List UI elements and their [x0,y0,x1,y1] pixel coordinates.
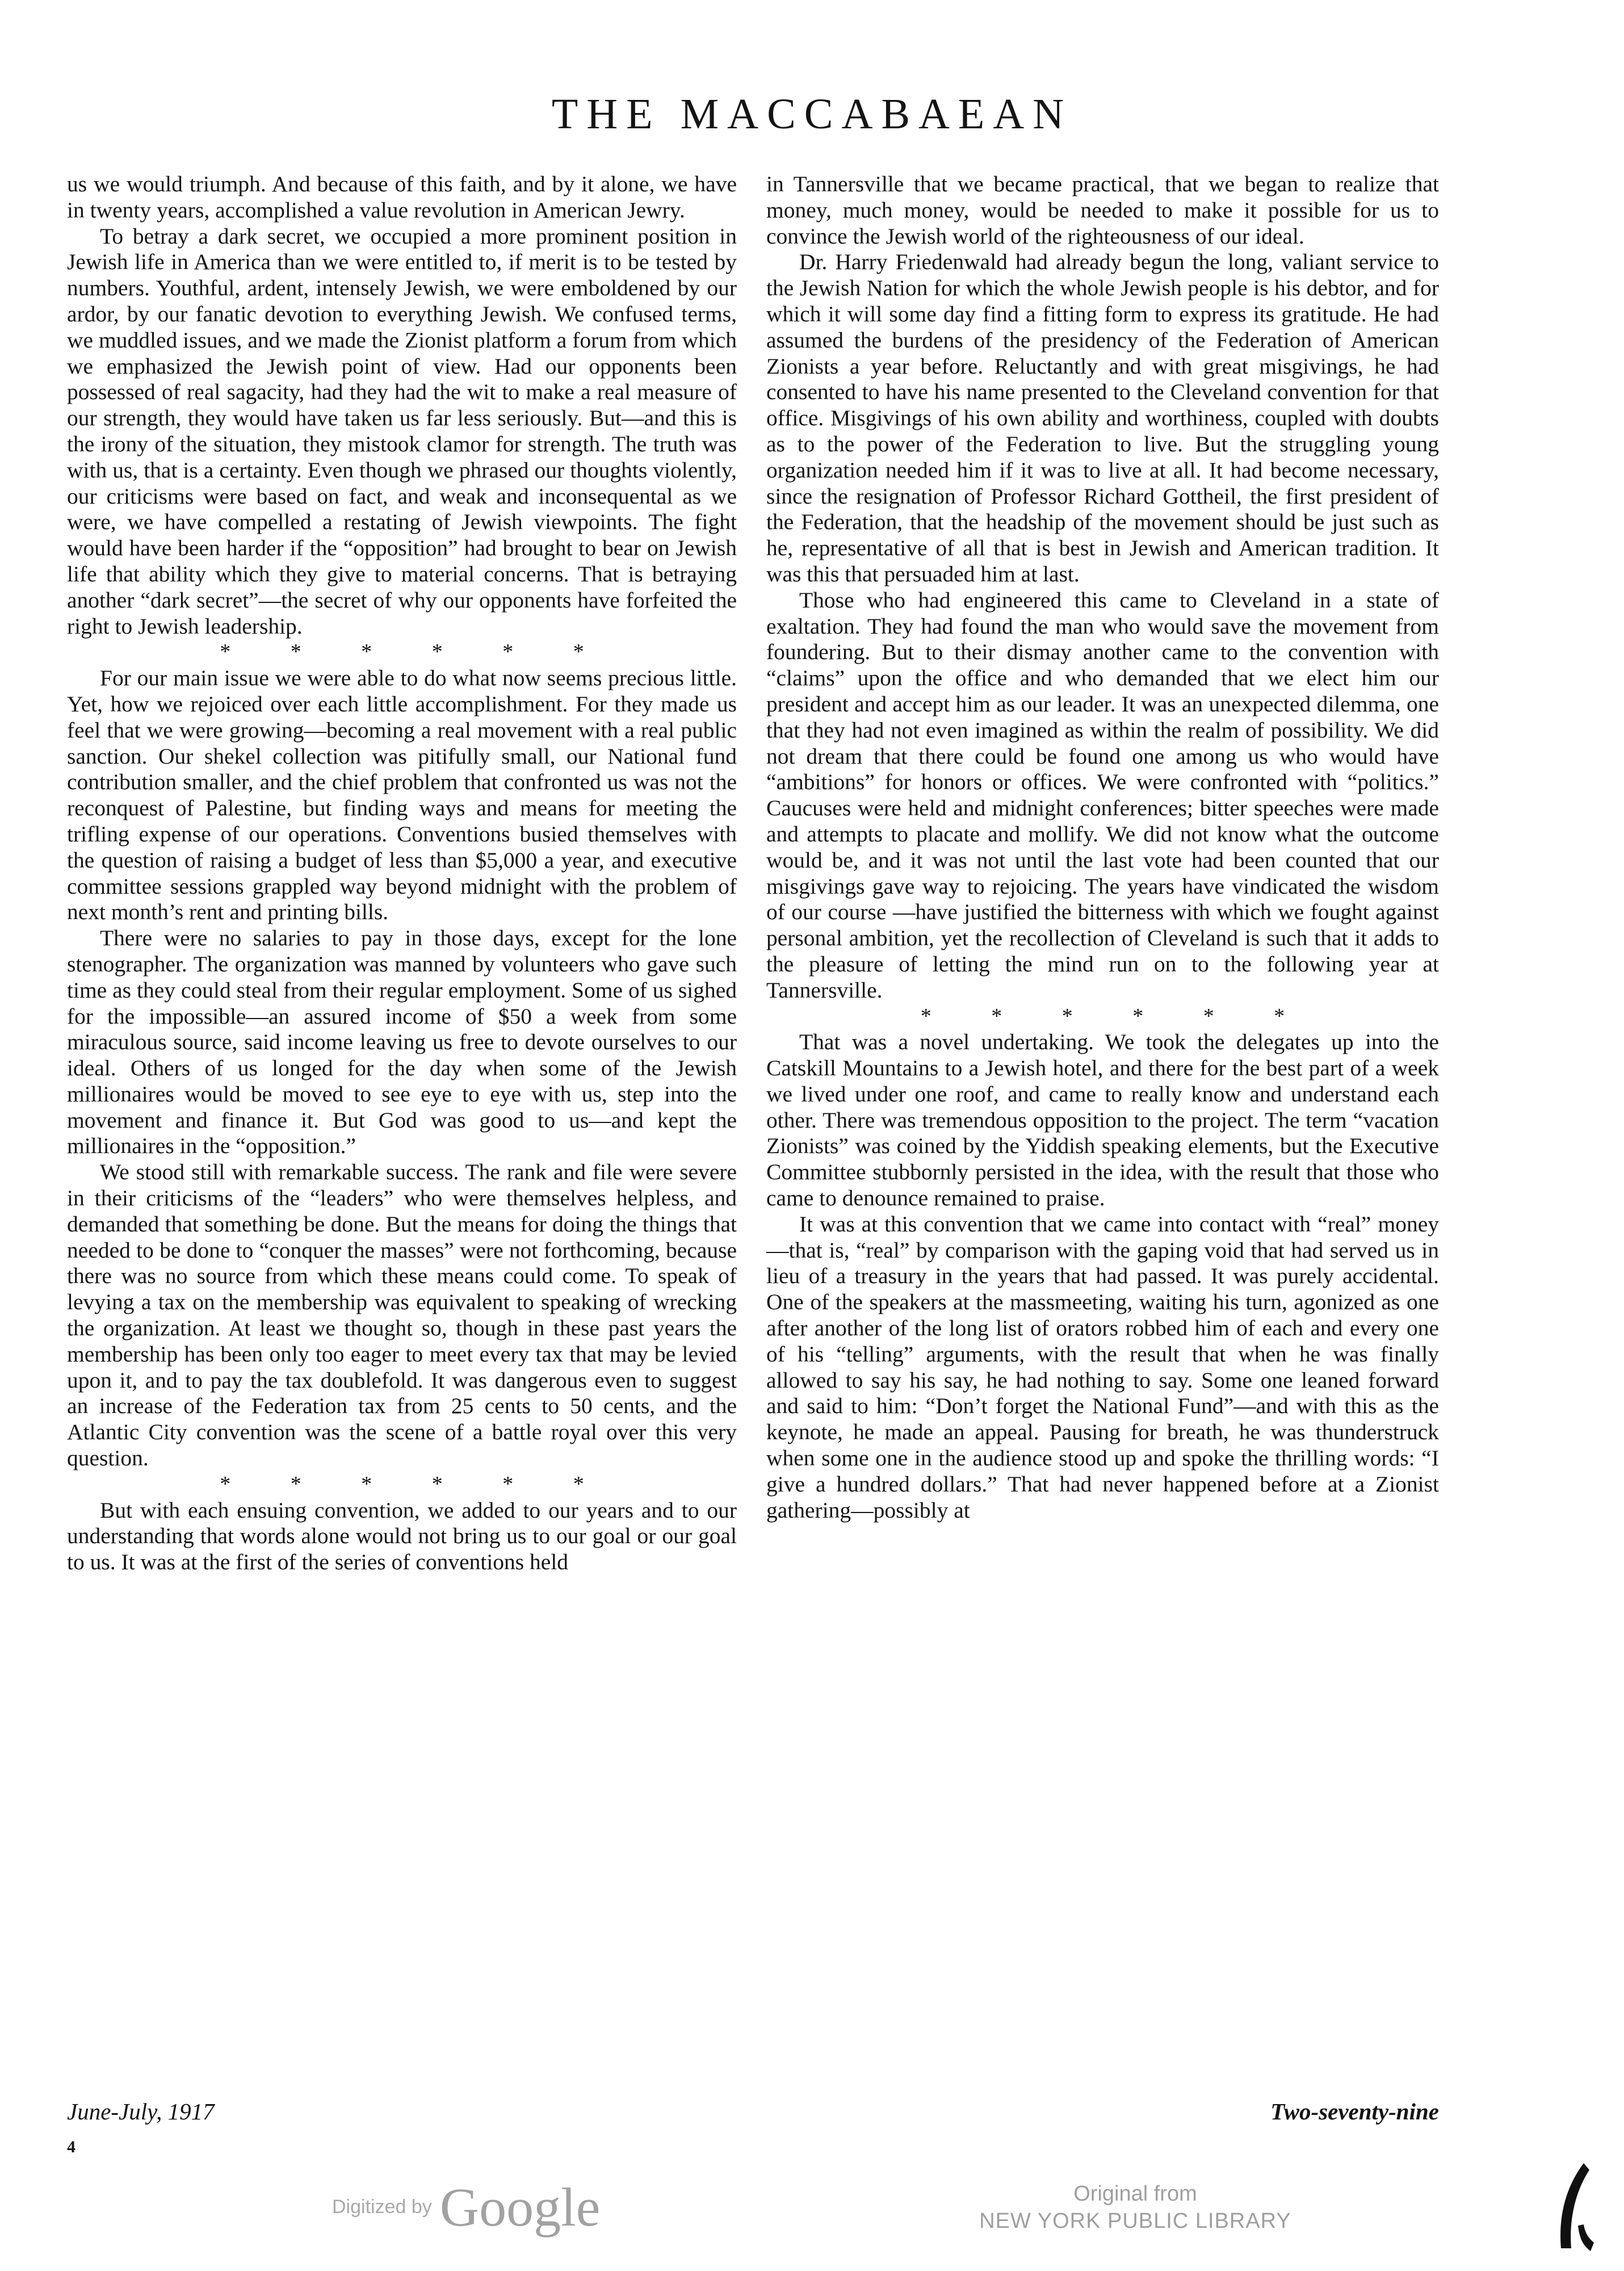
original-from-label: Original from [1073,2182,1197,2206]
sheet-number: 4 [67,2138,75,2156]
page-edge-mark [1544,2157,1595,2257]
right-paragraph-1: in Tannersville that we became practical, that we began to realize that money, much money, would be needed to make it possible for us to convince the Jewish world of the righteousness of our ideal. [766,171,1439,249]
right-paragraph-3: Those who had engineered this came to Cleveland in a state of exaltation. They had found the man who would save the movement from foundering. But to their dismay another came to the convention with “claims” upon the office and who demanded that we elect him our president and accept him as our leader. It was an unexpected dilemma, one that they had not even imagined as within the realm of possibility. We did not dream that there could be found one among us who would have “ambitions” for honors or offices. We were confronted with “politics.” Caucuses were held and midnight conferences; bitter speeches were made and attempts to placate and mollify. We did not know what the outcome would be, and it was not until the last vote had been counted that our misgivings gave way to rejoicing. The years have vindicated the wisdom of our course —have justified the bitterness with which we fought against personal ambition, yet the recollection of Cleveland is such that it adds to the pleasure of letting the mind run on to the following year at Tannersville. [766,587,1439,1003]
left-paragraph-3: For our main issue we were able to do what now seems precious little. Yet, how we rejoiced over each little accomplishment. For they made us feel that we were growing—becoming a real movement with a real public sanction. Our shekel collection was pitifully small, our National fund contribution smaller, and the chief problem that confronted us was not the reconquest of Palestine, but finding ways and means for meeting the trifling expense of our operations. Conventions busied themselves with the question of raising a budget of less than $5,000 a year, and executive committee sessions grappled way beyond midnight with the problem of next month’s rent and printing bills. [67,665,737,925]
left-paragraph-6: But with each ensuing convention, we added to our years and to our understanding that words alone would not bring us to our goal or our goal to us. It was at the first of the series of conventions held [67,1497,737,1575]
masthead-title: THE MACCABAEAN [551,90,1073,138]
right-paragraph-5: It was at this convention that we came into contact with “real” money—that is, “real” by comparison with the gaping void that had served us in lieu of a treasury in the years that had passed. It was purely accidental. One of the speakers at the massmeeting, waiting his turn, agonized as one after another of the long list of orators robbed him of each and every one of his “telling” arguments, with the result that when he was finally allowed to say his say, he had nothing to say. Some one leaned forward and said to him: “Don’t forget the National Fund”—and with this as the keynote, he made an appeal. Pausing for breath, he was thunderstruck when some one in the audience stood up and spoke the thrilling words: “I give a hundred dollars.” That had never happened before at a Zionist gathering—possibly at [766,1211,1439,1523]
left-paragraph-2: To betray a dark secret, we occupied a more prominent position in Jewish life in America than we were entitled to, if merit is to be tested by numbers. Youthful, ardent, intensely Jewish, we were emboldened by our ardor, by our fanatic devotion to everything Jewish. We confused terms, we muddled issues, and we made the Zionist platform a forum from which we emphasized the Jewish point of view. Had our opponents been possessed of real sagacity, had they had the wit to make a real measure of our strength, they would have taken us far less seriously. But—and this is the irony of the situation, they mistook clamor for strength. The truth was with us, that is a certainty. Even though we phrased our thoughts violently, our criticisms were based on fact, and weak and inconsequental as we were, we have compelled a restating of Jewish viewpoints. The fight would have been harder if the “opposition” had brought to bear on Jewish life that ability which they give to material concerns. That is betraying another “dark secret”—the secret of why our opponents have forfeited the right to Jewish leadership. [67,223,737,639]
section-divider: * * * * * * [220,1472,611,1496]
library-name: NEW YORK PUBLIC LIBRARY [979,2209,1291,2233]
issue-date: June-July, 1917 [67,2098,215,2125]
digitized-by-label: Digitized by [332,2196,432,2218]
left-paragraph-4: There were no salaries to pay in those days, except for the lone stenographer. The organization was manned by volunteers who gave such time as they could steal from their regular employment. Some of us sighed for the impossible—an assured income of $50 a week from some miraculous source, said income leaving us free to devote ourselves to our ideal. Others of us longed for the day when some of the Jewish millionaires would be moved to see eye to eye with us, step into the movement and finance it. But God was good to us—and kept the millionaires in the “opposition.” [67,925,737,1159]
left-column [67,171,737,1576]
page-number: Two-seventy-nine [1270,2098,1439,2125]
left-paragraph-5: We stood still with remarkable success. The rank and file were severe in their criticisms of the “leaders” who were themselves helpless, and demanded that something be done. But the means for doing the things that needed to be done to “conquer the masses” were not forthcoming, because there was no source from which these means could come. To speak of levying a tax on the membership was equivalent to speaking of wrecking the organization. At least we thought so, though in these past years the membership has been only too eager to meet every tax that may be levied upon it, and to pay the tax doublefold. It was dangerous even to suggest an increase of the Federation tax from 25 cents to 50 cents, and the Atlantic City convention was the scene of a battle royal over this very question. [67,1159,737,1471]
google-logo: Google [439,2177,601,2238]
right-paragraph-4: That was a novel undertaking. We took the delegates up into the Catskill Mountains to a Jewish hotel, and there for the best part of a week we lived under one roof, and came to really know and understand each other. There was tremendous opposition to the project. The term “vacation Zionists” was coined by the Yiddish speaking elements, but the Executive Committee stubbornly persisted in the idea, with the result that those who came to denounce remained to praise. [766,1029,1439,1211]
left-paragraph-1: us we would triumph. And because of this faith, and by it alone, we have in twenty years, accomplished a value revolution in American Jewry. [67,171,737,223]
section-divider: * * * * * * [920,1004,1312,1028]
right-paragraph-2: Dr. Harry Friedenwald had already begun the long, valiant service to the Jewish Nation for which the whole Jewish people is his debtor, and for which it will some day find a fitting form to express its gratitude. He had assumed the burdens of the presidency of the Federation of American Zionists a year before. Reluctantly and with great misgivings, he had consented to have his name presented to the Cleveland convention for that office. Misgivings of his own ability and worthiness, coupled with doubts as to the power of the Federation to live. But the struggling young organization needed him if it was to live at all. It had become necessary, since the resignation of Professor Richard Gottheil, the first president of the Federation, that the headship of the movement should be just such as he, representative of all that is best in Jewish and American tradition. It was this that persuaded him at last. [766,249,1439,586]
section-divider: * * * * * * [220,640,611,664]
digitized-by-watermark [332,2176,600,2239]
right-column [766,171,1439,1523]
page-edge-mark-shape [1544,2157,1595,2254]
library-watermark [908,2180,1362,2235]
